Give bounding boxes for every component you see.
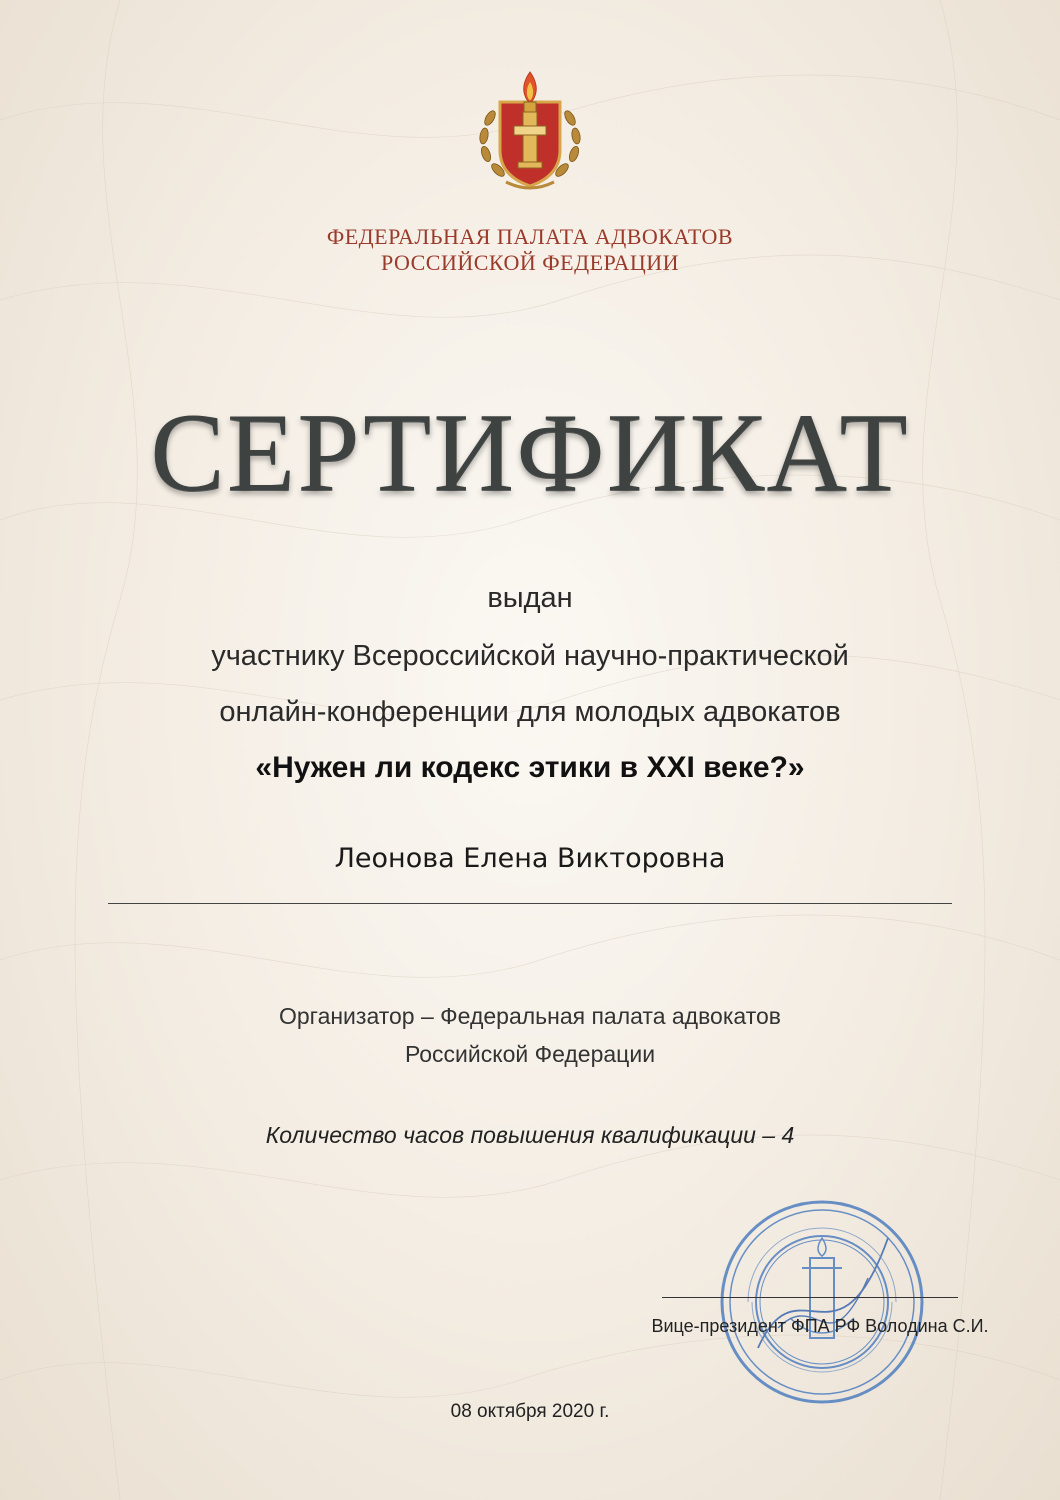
issued-text: выдан — [487, 582, 573, 614]
official-seal-icon — [718, 1198, 926, 1406]
qualification-hours: Количество часов повышения квалификации – 4 — [265, 1122, 795, 1148]
signature-line — [662, 1297, 958, 1298]
participant-line1: участнику Всероссийской научно-практической — [211, 640, 849, 672]
org-name-line2: РОССИЙСКОЙ ФЕДЕРАЦИИ — [380, 250, 680, 275]
org-name-line1: ФЕДЕРАЛЬНАЯ ПАЛАТА АДВОКАТОВ — [326, 224, 734, 249]
organizer-line2: Российской Федерации — [404, 1041, 656, 1067]
certificate-title: СЕРТИФИКАТ — [150, 391, 910, 515]
issue-date: 08 октября 2020 г. — [450, 1401, 610, 1422]
signer-name: Вице-президент ФПА РФ Володина С.И. — [651, 1316, 989, 1336]
organizer-line1: Организатор – Федеральная палата адвокатов — [279, 1003, 781, 1029]
participant-line2: онлайн-конференции для молодых адвокатов — [219, 696, 841, 728]
recipient-name: Леонова Елена Викторовна — [334, 843, 726, 874]
lawyers-chamber-emblem-icon — [468, 58, 592, 198]
recipient-name-underline — [108, 903, 952, 904]
conference-title: «Нужен ли кодекс этики в XXI веке?» — [255, 751, 805, 784]
